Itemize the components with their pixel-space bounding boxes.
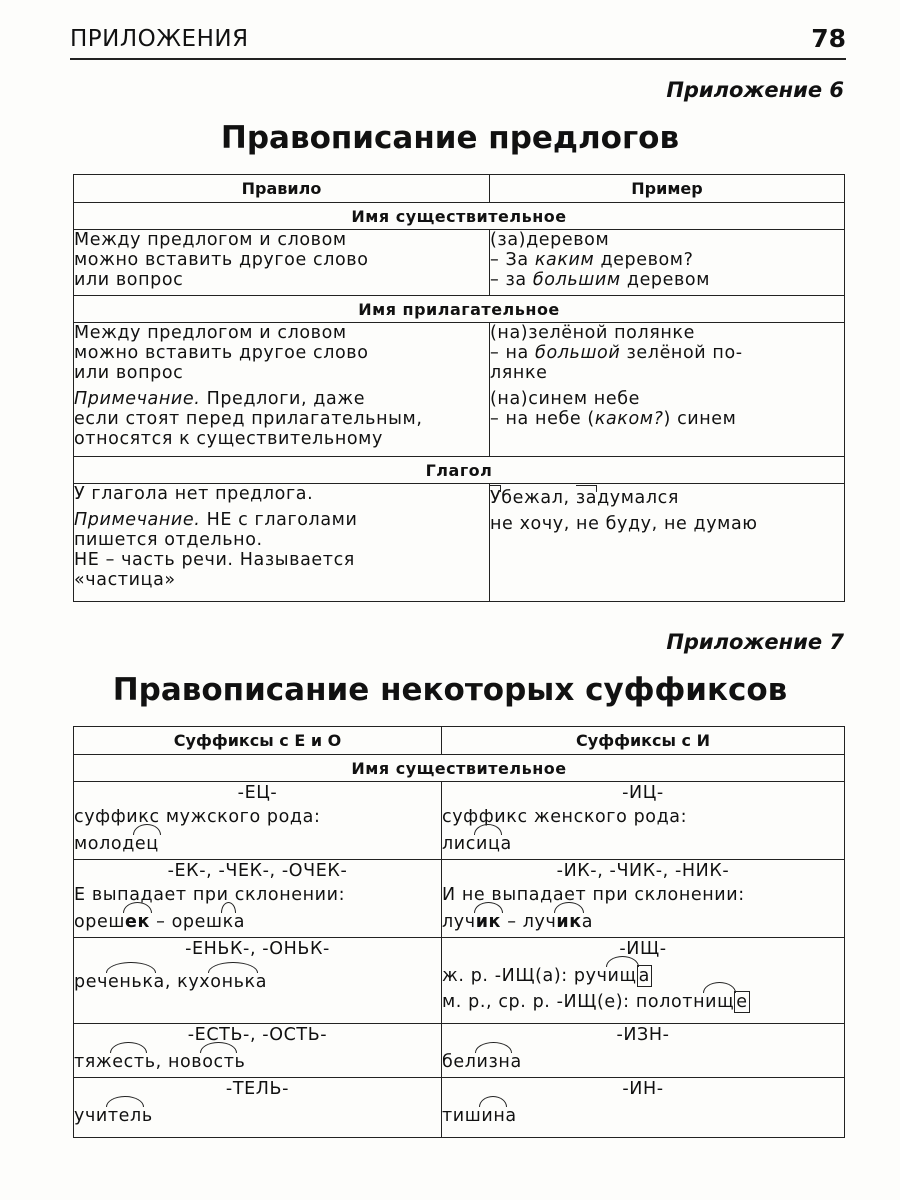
page-number: 78 bbox=[811, 24, 846, 53]
suffix-mark: ищ bbox=[705, 988, 734, 1016]
col-header-i: Суффиксы с И bbox=[442, 727, 845, 755]
section-noun: Имя существительное bbox=[74, 755, 845, 782]
section-adjective: Имя прилагательное bbox=[74, 296, 845, 323]
appendix-6-label: Приложение 6 bbox=[666, 78, 844, 102]
verb-rule: У глагола нет предлога. Примечание. НЕ с глаголами пишется отдельно. НЕ – часть речи. Называется «частица» bbox=[74, 484, 490, 602]
appendix-7-title: Правописание некоторых суффиксов bbox=[112, 672, 788, 708]
suffix-enk: -ЕНЬК-, -ОНЬК- реченька, кухонька bbox=[74, 938, 442, 1024]
suffix-ic: -ИЦ- суффикс женского рода: лисица bbox=[442, 782, 845, 860]
verb-example: Убежал, задумался не хочу, не буду, не думаю bbox=[490, 484, 845, 602]
suffix-izn: -ИЗН- белизна bbox=[442, 1024, 845, 1078]
appendix-7-label: Приложение 7 bbox=[666, 630, 844, 654]
suffix-tel: -ТЕЛЬ- учитель bbox=[74, 1078, 442, 1138]
suffixes-table bbox=[73, 726, 845, 1138]
noun-rule: Между предлогом и словом можно вставить другое слово или вопрос bbox=[74, 230, 490, 296]
ending-box: е bbox=[736, 992, 748, 1012]
ending-box: а bbox=[638, 966, 650, 986]
suffix-ik: -ИК-, -ЧИК-, -НИК- И не выпадает при склонении: лучик – лучика bbox=[442, 860, 845, 938]
suffix-mark: ест bbox=[112, 1048, 144, 1076]
col-header-example: Пример bbox=[490, 175, 845, 203]
suffix-mark: ик bbox=[556, 908, 581, 936]
suffix-mark: ин bbox=[481, 1102, 505, 1130]
prefix-mark: за bbox=[575, 488, 598, 508]
appendix-6-title: Правописание предлогов bbox=[220, 120, 680, 156]
suffix-mark: оньк bbox=[210, 968, 255, 996]
suffix-mark: ец bbox=[135, 830, 159, 858]
col-header-eo: Суффиксы с Е и О bbox=[74, 727, 442, 755]
suffix-mark: изн bbox=[477, 1048, 511, 1076]
suffix-ec: -ЕЦ- суффикс мужского рода: молодец bbox=[74, 782, 442, 860]
suffix-in: -ИН- тишина bbox=[442, 1078, 845, 1138]
header-divider bbox=[70, 58, 846, 60]
section-noun: Имя существительное bbox=[74, 203, 845, 230]
adjective-rule: Между предлогом и словом можно вставить другое слово или вопрос Примечание. Предлоги, даже если стоят перед прилагательным, относятся к существительному bbox=[74, 323, 490, 457]
suffix-mark: ищ bbox=[608, 962, 637, 990]
prepositions-table bbox=[73, 174, 845, 602]
section-title: ПРИЛОЖЕНИЯ bbox=[70, 26, 249, 52]
page-header bbox=[70, 26, 846, 56]
noun-example: (за)деревом – За каким деревом? – за большим деревом bbox=[490, 230, 845, 296]
suffix-est: -ЕСТЬ-, -ОСТЬ- тяжесть, новость bbox=[74, 1024, 442, 1078]
prefix-mark: У bbox=[490, 488, 502, 508]
suffix-mark: ост bbox=[202, 1048, 234, 1076]
suffix-mark: еньк bbox=[108, 968, 154, 996]
suffix-ek: -ЕК-, -ЧЕК-, -ОЧЕК- Е выпадает при склонении: орешек – орешка bbox=[74, 860, 442, 938]
col-header-rule: Правило bbox=[74, 175, 490, 203]
suffix-mark: тел bbox=[108, 1102, 142, 1130]
adjective-example: (на)зелёной полянке – на большой зелёной по- лянке (на)синем небе – на небе (каком?) синем bbox=[490, 323, 845, 457]
suffix-mark: иц bbox=[476, 830, 501, 858]
section-verb: Глагол bbox=[74, 457, 845, 484]
suffix-mark: ек bbox=[125, 908, 150, 936]
suffix-mark: к bbox=[223, 908, 234, 936]
suffix-ishch: -ИЩ- ж. р. -ИЩ(а): ручищ а м. р., ср. р. -ИЩ(е): полотнищ е bbox=[442, 938, 845, 1024]
suffix-mark: ик bbox=[476, 908, 501, 936]
